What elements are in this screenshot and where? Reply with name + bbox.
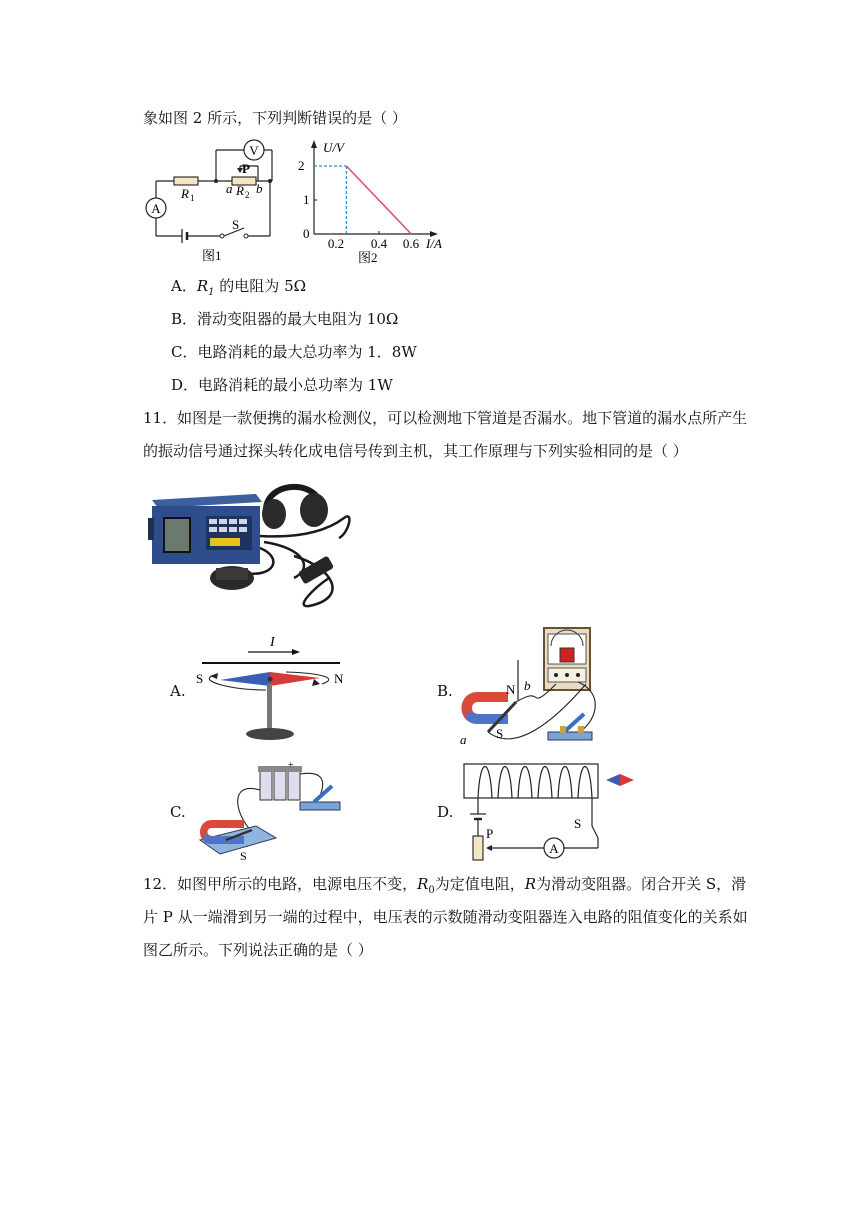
- magnet-n-label: N: [506, 682, 516, 697]
- magnet-s-label: S: [496, 726, 504, 741]
- voltmeter-label: V: [249, 143, 259, 158]
- q10-option-c[interactable]: C．电路消耗的最大总功率为 1．8W: [171, 343, 417, 361]
- q11-option-c-figure: [196, 760, 356, 864]
- ammeter-label: A: [549, 841, 559, 856]
- q11-option-a-label[interactable]: A.: [170, 682, 186, 700]
- q10-option-a[interactable]: A．$R_1$ 的电阻为 5Ω: [171, 277, 307, 298]
- needle-s-label: S: [196, 671, 204, 686]
- svg-text:2: 2: [245, 190, 250, 200]
- terminal-b-label: b: [256, 181, 263, 196]
- ammeter-label: A: [151, 201, 161, 216]
- q10-circuit-figure: [140, 136, 290, 266]
- x-tick-label: 0.4: [370, 236, 388, 251]
- q11-option-c-label[interactable]: C.: [170, 803, 186, 821]
- x-tick-label: 0.6: [402, 236, 420, 251]
- switch-icon: [300, 802, 340, 810]
- slider-p-label: P: [486, 826, 494, 841]
- current-label: I: [270, 635, 275, 650]
- compass-needle-south: [220, 672, 270, 686]
- q11-option-a-figure: [190, 628, 350, 746]
- switch-s-label: S: [574, 816, 582, 831]
- q12-stem-line1: 12．如图甲所示的电路，电源电压不变，$R_0$为定值电阻，R为滑动变阻器。闭合开关 S，滑: [143, 875, 747, 896]
- q11-stem-line2: 的振动信号通过探头转化成电信号传到主机，其工作原理与下列实验相同的是（ ）: [143, 442, 688, 460]
- terminal-a-label: a: [226, 181, 233, 196]
- q10-stem-tail: 象如图 2 所示，下列判断错误的是（ ）: [143, 109, 407, 127]
- y-tick-label: 2: [298, 158, 305, 173]
- coil-winding: [478, 767, 592, 799]
- x-tick-label: 0.2: [327, 236, 345, 251]
- switch-label: S: [232, 217, 240, 232]
- slider-p-label: P: [242, 161, 250, 176]
- r2-label: R: [236, 183, 244, 198]
- q11-stem-line1: 11．如图是一款便携的漏水检测仪，可以检测地下管道是否漏水。地下管道的漏水点所产生: [143, 409, 748, 427]
- q11-option-b-label[interactable]: B.: [437, 682, 453, 700]
- rheostat-icon: [473, 836, 483, 860]
- current-arrow-icon: [292, 649, 300, 655]
- q10-option-d[interactable]: D．电路消耗的最小总功率为 1W: [171, 376, 393, 394]
- detector-label: [210, 538, 240, 546]
- battery-pack-icon: [258, 766, 302, 800]
- needle-n-label: N: [334, 671, 344, 686]
- u-i-series-line: [346, 166, 411, 234]
- r1-resistor: [174, 177, 198, 185]
- leak-detector-photo: [144, 478, 364, 613]
- magnet-s-label: S: [240, 849, 247, 863]
- svg-text:1: 1: [190, 193, 195, 203]
- switch-icon: [548, 732, 592, 740]
- q11-option-b-figure: [456, 624, 656, 752]
- y-axis-arrow-icon: [311, 140, 317, 148]
- x-axis-label: I/A: [426, 236, 442, 251]
- q10-option-b[interactable]: B．滑动变阻器的最大电阻为 10Ω: [171, 310, 399, 328]
- y-axis-label: U/V: [323, 140, 344, 155]
- y-tick-label: 1: [303, 192, 310, 207]
- q12-stem-line3: 图乙所示。下列说法正确的是（ ）: [143, 941, 373, 959]
- q10-ui-graph: [298, 130, 458, 270]
- compass-stand: [267, 684, 272, 730]
- detector-screen: [164, 518, 190, 552]
- rod-b-label: b: [524, 678, 531, 693]
- rod-a-label: a: [460, 732, 467, 747]
- q11-option-d-label[interactable]: D.: [437, 803, 454, 821]
- figure1-caption: 图1: [202, 248, 222, 263]
- y-tick-label: 0: [303, 226, 310, 241]
- plus-label: +: [288, 760, 294, 771]
- compass-needle-icon: [606, 774, 620, 786]
- figure2-caption: 图2: [358, 250, 378, 265]
- q12-stem-line2: 片 P 从一端滑到另一端的过程中，电压表的示数随滑动变阻器连入电路的阻值变化的关系如: [143, 908, 748, 926]
- q11-option-d-figure: [456, 756, 646, 868]
- r1-label: R: [181, 186, 189, 201]
